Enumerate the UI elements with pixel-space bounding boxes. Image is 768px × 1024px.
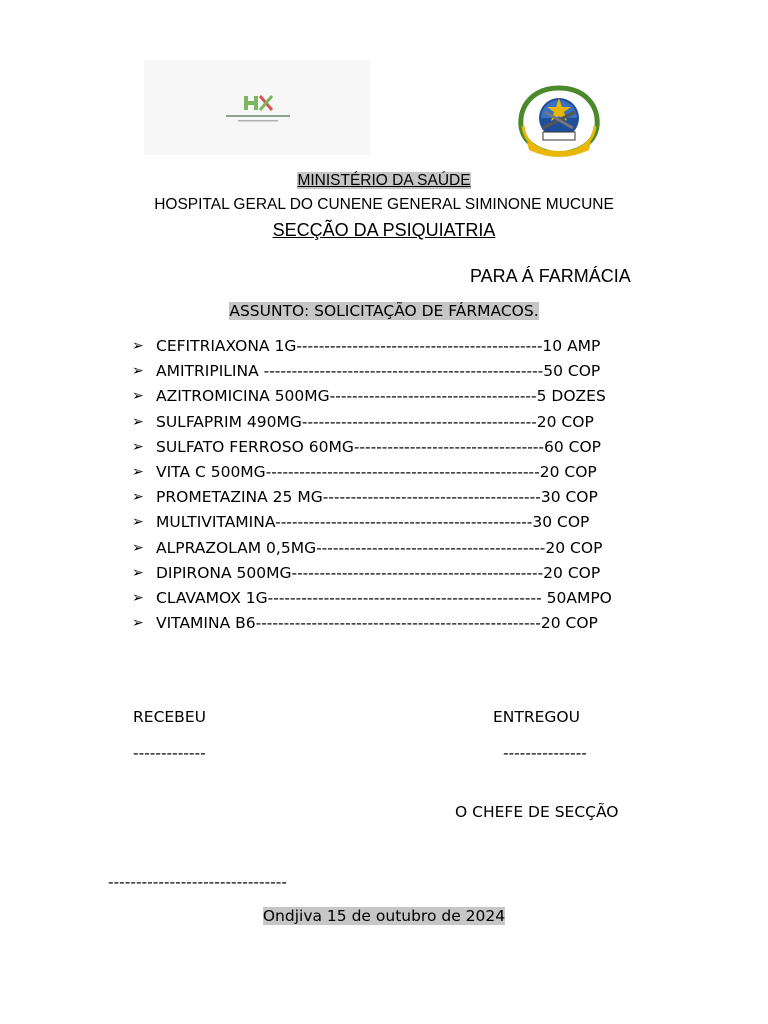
received-label: RECEBEU xyxy=(133,708,206,726)
section-line xyxy=(0,220,768,241)
list-item: ➢ MULTIVITAMINA----------------------------------------------30 COP xyxy=(132,510,672,535)
angola-emblem xyxy=(513,84,605,160)
subject-text: ASSUNTO: SOLICITAÇÃO DE FÁRMACOS. xyxy=(229,302,539,320)
list-item: ➢ PROMETAZINA 25 MG---------------------------------------30 COP xyxy=(132,485,672,510)
list-item: ➢ AMITRIPILINA --------------------------------------------------50 COP xyxy=(132,359,672,384)
list-item: ➢ VITA C 500MG-------------------------------------------------20 COP xyxy=(132,460,672,485)
arrow-bullet-icon: ➢ xyxy=(132,590,144,607)
section-title: SECÇÃO DA PSIQUIATRIA xyxy=(272,220,496,240)
arrow-bullet-icon: ➢ xyxy=(132,615,144,632)
list-item: ➢ SULFAPRIM 490MG------------------------------------------20 COP xyxy=(132,410,672,435)
date-line xyxy=(0,907,768,925)
chief-label: O CHEFE DE SECÇÃO xyxy=(455,803,619,821)
ministry-title: MINISTÉRIO DA SAÚDE xyxy=(297,172,471,189)
list-item: ➢ DIPIRONA 500MG---------------------------------------------20 COP xyxy=(132,561,672,586)
subject-line xyxy=(0,302,768,320)
arrow-bullet-icon: ➢ xyxy=(132,438,144,455)
delivered-label: ENTREGOU xyxy=(493,708,580,726)
hospital-name: HOSPITAL GERAL DO CUNENE GENERAL SIMINONE MUCUNE xyxy=(154,196,614,213)
chief-signature-line: -------------------------------- xyxy=(108,873,287,891)
arrow-bullet-icon: ➢ xyxy=(132,363,144,380)
arrow-bullet-icon: ➢ xyxy=(132,564,144,581)
arrow-bullet-icon: ➢ xyxy=(132,388,144,405)
delivered-signature-line: --------------- xyxy=(503,744,587,762)
recipient-line: PARA Á FARMÁCIA xyxy=(470,266,631,286)
list-item: ➢ SULFATO FERROSO 60MG----------------------------------60 COP xyxy=(132,435,672,460)
list-item: ➢ AZITROMICINA 500MG-------------------------------------5 DOZES xyxy=(132,384,672,409)
received-signature-line: ------------- xyxy=(133,744,206,762)
arrow-bullet-icon: ➢ xyxy=(132,489,144,506)
list-item: ➢ VITAMINA B6---------------------------------------------------20 COP xyxy=(132,611,672,636)
arrow-bullet-icon: ➢ xyxy=(132,338,144,354)
arrow-bullet-icon: ➢ xyxy=(132,464,144,481)
date-text: Ondjiva 15 de outubro de 2024 xyxy=(262,907,506,925)
list-item: ➢ CEFITRIAXONA 1G--------------------------------------------10 AMP xyxy=(132,334,672,359)
hospital-logo xyxy=(144,60,370,155)
medication-list xyxy=(132,334,672,636)
list-item: ➢ ALPRAZOLAM 0,5MG-----------------------------------------20 COP xyxy=(132,536,672,561)
arrow-bullet-icon: ➢ xyxy=(132,413,144,430)
ministry-line xyxy=(0,172,768,190)
list-item: ➢ CLAVAMOX 1G------------------------------------------------- 50AMPO xyxy=(132,586,672,611)
arrow-bullet-icon: ➢ xyxy=(132,539,144,556)
arrow-bullet-icon: ➢ xyxy=(132,514,144,531)
